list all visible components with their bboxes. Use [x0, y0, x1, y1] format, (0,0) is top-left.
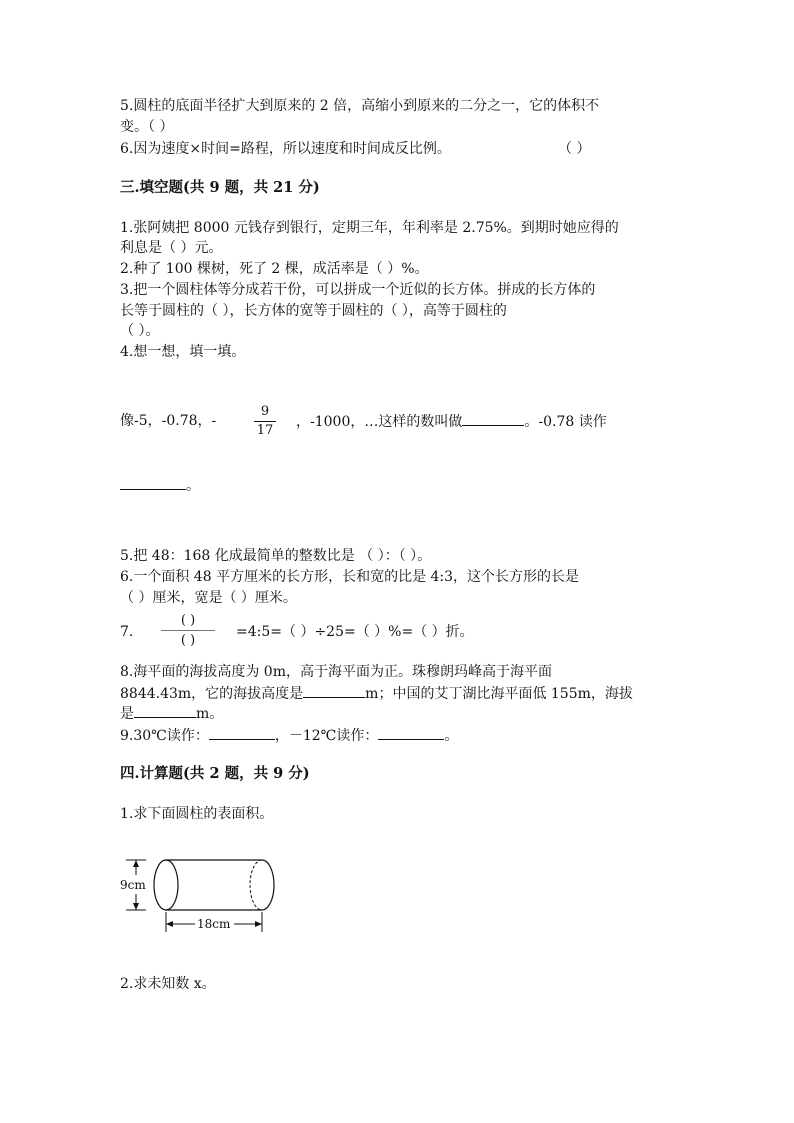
fill-9-blank-2[interactable] — [378, 725, 444, 740]
fill-9 — [120, 725, 458, 746]
fill-7-fraction-denominator: ( ) — [180, 633, 196, 648]
fill-4-line2 — [120, 475, 200, 496]
fill-7-rest: =4:5=（ ）÷25=（ ）%=（ ）折。 — [236, 624, 474, 640]
calc-2: 2.求未知数 x。 — [120, 976, 216, 992]
height-label: 9cm — [120, 878, 146, 892]
fill-8-line3-b: m。 — [196, 706, 224, 722]
fill-5: 5.把 48：168 化成最简单的整数比是 （ ）：（ ）。 — [120, 548, 432, 564]
fill-7-fraction-numerator: ( ) — [180, 613, 196, 628]
fill-4-text-b-label: ，-1000，…这样的数叫做 — [296, 414, 463, 430]
question-6: 6.因为速度×时间=路程，所以速度和时间成反比例。 — [120, 141, 451, 157]
fill-3-line2: 长等于圆柱的（ ），长方体的宽等于圆柱的（ ），高等于圆柱的 — [120, 303, 507, 319]
fill-3-line1: 3.把一个圆柱体等分成若干份，可以拼成一个近似的长方体。拼成的长方体的 — [120, 282, 596, 298]
fill-6-line2: （ ）厘米，宽是（ ）厘米。 — [120, 590, 297, 606]
cylinder-diagram — [120, 848, 280, 938]
fill-6-line1: 6.一个面积 48 平方厘米的长方形，长和宽的比是 4:3，这个长方形的长是 — [120, 569, 580, 585]
question-5-line2: 变。（ ） — [120, 119, 174, 135]
fill-1-line1: 1.张阿姨把 8000 元钱存到银行，定期三年，年利率是 2.75%。到期时她应得的 — [120, 220, 619, 236]
fill-4-blank-2[interactable] — [120, 475, 186, 490]
fill-4-end: 。 — [186, 478, 200, 494]
fill-3-line3: （ ）。 — [120, 323, 160, 339]
fill-4-text-a: 像-5，-0.78，- — [120, 413, 217, 429]
fill-8-line3-a: 是 — [120, 706, 134, 722]
fill-4-text-b — [296, 411, 607, 432]
fill-4-text-c: 。-0.78 读作 — [524, 414, 607, 430]
fill-8-blank-1[interactable] — [303, 683, 365, 698]
calc-1: 1.求下面圆柱的表面积。 — [120, 806, 274, 822]
fill-8-line1: 8.海平面的海拔高度为 0m，高于海平面为正。珠穆朗玛峰高于海平面 — [120, 664, 552, 680]
fill-7-number: 7. — [120, 624, 134, 640]
question-5-line1: 5.圆柱的底面半径扩大到原来的 2 倍，高缩小到原来的二分之一，它的体积不 — [120, 98, 600, 114]
section-4-heading: 四.计算题(共 2 题，共 9 分) — [120, 765, 310, 782]
fraction-denominator: 17 — [256, 423, 274, 438]
fraction-numerator: 9 — [260, 404, 270, 419]
section-3-heading: 三.填空题(共 9 题，共 21 分) — [120, 179, 320, 196]
fraction-9-over-17 — [254, 404, 276, 439]
fill-1-line2: 利息是（ ）元。 — [120, 240, 223, 256]
fill-8-line2-a: 8844.43m，它的海拔高度是 — [120, 686, 304, 702]
fill-9-b: ，－12℃读作： — [274, 728, 379, 744]
cylinder-figure — [120, 848, 280, 938]
fraction-bar — [254, 421, 276, 422]
fill-4-blank-1[interactable] — [462, 411, 524, 426]
fill-4: 4.想一想，填一填。 — [120, 344, 246, 360]
fill-9-blank-1[interactable] — [209, 725, 275, 740]
question-6-answer-paren: （ ） — [558, 141, 591, 157]
fill-8-line3 — [120, 703, 223, 724]
fill-7-fraction-bar — [161, 630, 215, 631]
fill-8-blank-2[interactable] — [134, 703, 196, 718]
fill-9-c: 。 — [444, 728, 459, 744]
fill-8-line2 — [120, 683, 633, 704]
fill-7-blank-fraction[interactable] — [158, 613, 218, 648]
length-label: 18cm — [197, 917, 231, 931]
fill-2: 2.种了 100 棵树，死了 2 棵，成活率是（ ）%。 — [120, 261, 429, 277]
fill-8-line2-b: m；中国的艾丁湖比海平面低 155m，海拔 — [365, 686, 633, 702]
fill-9-a: 9.30℃读作： — [120, 728, 209, 744]
